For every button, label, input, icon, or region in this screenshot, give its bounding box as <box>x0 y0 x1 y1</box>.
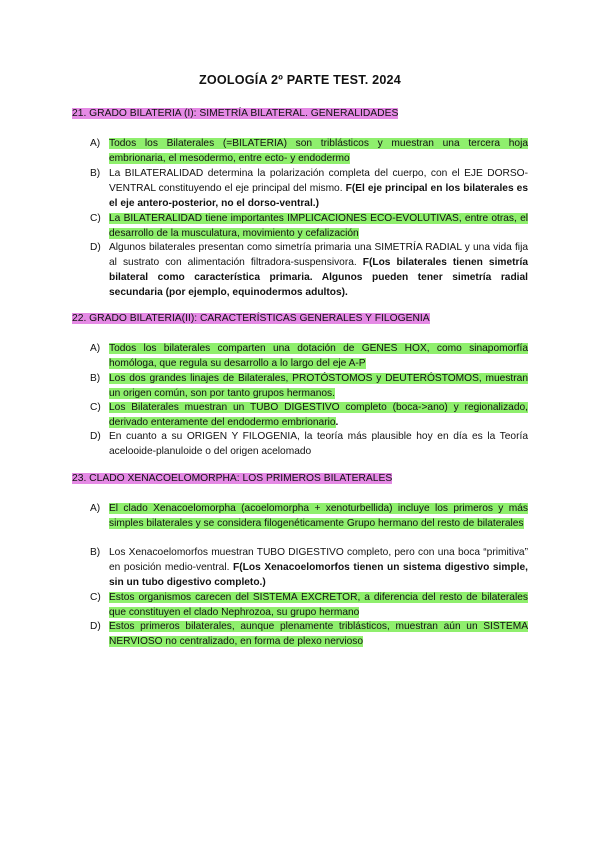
question-21-a: A) Todos los Bilaterales (=BILATERIA) son triblásticos y muestran una tercera hoja embrionaria, el mesodermo, entre ecto- y endodermo <box>90 138 528 164</box>
correction-note: F(El eje principal en los bilaterales es el eje antero-posterior, no el dorso-ventral.) <box>109 183 528 209</box>
answer-text-correct: Estos organismos carecen del SISTEMA EXCRETOR, a diferencia del resto de bilaterales que constituyen el clado Nephrozoa, su grupo hermano <box>109 592 528 618</box>
correction-note: F(Los bilaterales tienen simetría bilateral como característica primaria. Algunos pueden tener simetría radial secundaria (por ejemplo, equinodermos adultos). <box>109 257 528 298</box>
answer-text: En cuanto a su ORIGEN Y FILOGENIA, la teoría más plausible hoy en día es la Teoría acelooide-planuloide o del origen acelomado <box>109 431 528 457</box>
answer-text-correct: Estos primeros bilaterales, aunque plenamente triblásticos, muestran aún un SISTEMA NERVIOSO no centralizado, en forma de plexo nervioso <box>109 621 528 647</box>
question-21-d: D) Algunos bilaterales presentan como simetría primaria una SIMETRÍA RADIAL y una vida fija al sustrato con alimentación filtradora-suspensivora. F(Los bilaterales tienen simetría bilateral como característica primaria. Algunos pueden tener simetría radial secundaria (por ejemplo, equinodermos adultos). <box>90 242 528 298</box>
question-22-c: C) Los Bilaterales muestran un TUBO DIGESTIVO completo (boca->ano) y regionalizado, derivado enteramente del endodermo embrionario. <box>90 402 528 428</box>
answer-text-correct: Todos los Bilaterales (=BILATERIA) son triblásticos y muestran una tercera hoja embrionaria, el mesodermo, entre ecto- y endodermo <box>109 138 528 164</box>
section-heading-23: 23. CLADO XENACOELOMORPHA: LOS PRIMEROS BILATERALES <box>72 473 393 484</box>
question-22-a: A) Todos los bilaterales comparten una dotación de GENES HOX, como sinapomorfía homóloga, que regula su desarrollo a lo largo del eje A-P <box>90 343 528 369</box>
question-22-b: B) Los dos grandes linajes de Bilaterales, PROTÓSTOMOS y DEUTERÓSTOMOS, muestran un origen común, son por tanto grupos hermanos. <box>90 373 528 399</box>
question-21-c: C) La BILATERALIDAD tiene importantes IMPLICACIONES ECO-EVOLUTIVAS, entre otras, el desarrollo de la musculatura, movimiento y cefalización <box>90 213 528 239</box>
question-23-b: B) Los Xenacoelomorfos muestran TUBO DIGESTIVO completo, pero con una boca “primitiva” en posición medio-ventral. F(Los Xenacoelomorfos tienen un sistema digestivo simple, sin un tubo digestivo completo.) <box>90 547 528 588</box>
question-23-a: A) El clado Xenacoelomorpha (acoelomorpha + xenoturbellida) incluye los primeros y más simples bilaterales y se considera filogenéticamente Grupo hermano del resto de bilaterales <box>90 503 528 529</box>
answer-text-correct: El clado Xenacoelomorpha (acoelomorpha + xenoturbellida) incluye los primeros y más simples bilaterales y se considera filogenéticamente Grupo hermano del resto de bilaterales <box>109 503 528 529</box>
trailing-period: . <box>335 417 339 428</box>
page-title: ZOOLOGÍA 2º PARTE TEST. 2024 <box>199 73 401 87</box>
question-21-b: B) La BILATERALIDAD determina la polarización completa del cuerpo, con el EJE DORSO- VENTRAL constituyendo el eje principal del mismo. F(El eje principal en los bilaterales es el eje antero-posterior, no el dorso-ventral.) <box>90 168 528 209</box>
answer-text-correct: Todos los bilaterales comparten una dotación de GENES HOX, como sinapomorfía homóloga, que regula su desarrollo a lo largo del eje A-P <box>109 343 528 369</box>
answer-text-correct: Los dos grandes linajes de Bilaterales, PROTÓSTOMOS y DEUTERÓSTOMOS, muestran un origen común, son por tanto grupos hermanos. <box>109 373 528 399</box>
question-23-c: C) Estos organismos carecen del SISTEMA EXCRETOR, a diferencia del resto de bilaterales que constituyen el clado Nephrozoa, su grupo hermano <box>90 592 528 618</box>
section-heading-22: 22. GRADO BILATERIA(II): CARACTERÍSTICAS GENERALES Y FILOGENIA <box>72 313 430 324</box>
section-heading-21: 21. GRADO BILATERIA (I): SIMETRÍA BILATERAL. GENERALIDADES <box>72 108 399 119</box>
answer-text: Los Xenacoelomorfos muestran TUBO DIGESTIVO completo, pero con una boca “primitiva” en posición medio-ventral. <box>109 547 528 573</box>
answer-text-correct: Los Bilaterales muestran un TUBO DIGESTIVO completo (boca->ano) y regionalizado, derivado enteramente del endodermo embrionario <box>109 402 528 428</box>
correction-note: F(Los Xenacoelomorfos tienen un sistema digestivo simple, sin un tubo digestivo completo.) <box>109 562 528 588</box>
answer-text: La BILATERALIDAD determina la polarización completa del cuerpo, con el EJE DORSO- VENTRAL constituyendo el eje principal del mismo. <box>109 168 528 194</box>
answer-text: Algunos bilaterales presentan como simetría primaria una SIMETRÍA RADIAL y una vida fija al sustrato con alimentación filtradora-suspensivora. <box>109 242 528 268</box>
question-22-d: D) En cuanto a su ORIGEN Y FILOGENIA, la teoría más plausible hoy en día es la Teoría acelooide-planuloide o del origen acelomado <box>90 431 528 457</box>
question-23-d: D) Estos primeros bilaterales, aunque plenamente triblásticos, muestran aún un SISTEMA NERVIOSO no centralizado, en forma de plexo nervioso <box>90 621 528 647</box>
answer-text-correct: La BILATERALIDAD tiene importantes IMPLICACIONES ECO-EVOLUTIVAS, entre otras, el desarrollo de la musculatura, movimiento y cefalización <box>109 213 528 239</box>
